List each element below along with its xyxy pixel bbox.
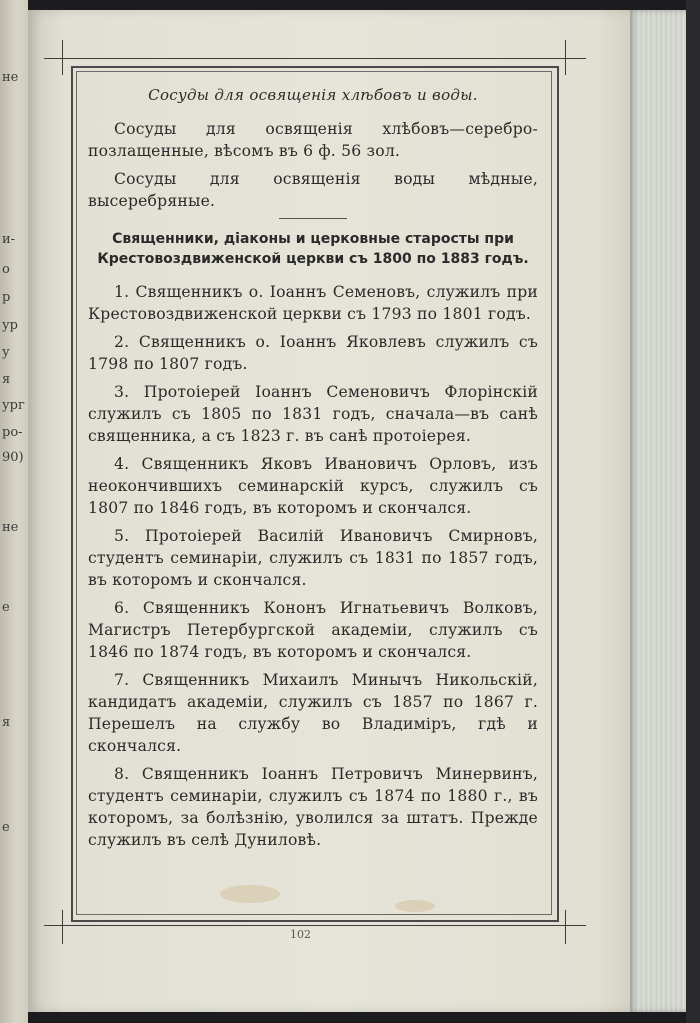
clergy-list-heading: Священники, діаконы и церковные старосты при Крестовоздвиженской церкви съ 1800 по 1883 годъ. bbox=[97, 231, 529, 267]
page-number: 102 bbox=[290, 928, 311, 941]
clergy-entry: 3. Протоіерей Іоаннъ Семеновичъ Флорінскій служилъ съ 1805 по 1831 годъ, сначала—въ санѣ священника, а съ 1823 г. въ санѣ протоіерея. bbox=[88, 383, 538, 445]
facing-page-fragment: и- bbox=[2, 232, 16, 247]
facing-page-fragment: р bbox=[2, 290, 11, 305]
corner-rule bbox=[565, 40, 566, 75]
facing-page-fragment: не bbox=[2, 70, 19, 85]
facing-page-fragment: е bbox=[2, 600, 10, 615]
facing-page-edge bbox=[0, 0, 28, 1023]
facing-page-fragment: о bbox=[2, 262, 10, 277]
clergy-entry: 4. Священникъ Яковъ Ивановичъ Орловъ, изъ неокончившихъ семинарскій курсъ, служилъ съ 1807 по 1846 годъ, въ которомъ и скончался. bbox=[88, 455, 538, 517]
section-title: Сосуды для освященія хлѣбовъ и воды. bbox=[148, 86, 478, 104]
book-cover-edge bbox=[686, 0, 700, 1023]
clergy-entry: 8. Священникъ Іоаннъ Петровичъ Минервинъ, студентъ семинаріи, служилъ съ 1874 по 1880 г., въ которомъ, за болѣзнію, уволился за штатъ. Прежде служилъ въ селѣ Дуниловѣ. bbox=[88, 765, 538, 849]
clergy-entry: 5. Протоіерей Василій Ивановичъ Смирновъ, студентъ семинаріи, служилъ съ 1831 по 1857 годъ, въ которомъ и скончался. bbox=[88, 527, 538, 589]
facing-page-fragment: не bbox=[2, 520, 19, 535]
clergy-entry: 1. Священникъ о. Іоаннъ Семеновъ, служилъ при Крестовоздвиженской церкви съ 1793 по 1801 годъ. bbox=[88, 283, 538, 323]
facing-page-fragment: у bbox=[2, 345, 10, 360]
page-content bbox=[88, 86, 538, 857]
facing-page-fragment: 90) bbox=[2, 450, 24, 465]
facing-page-fragment: я bbox=[2, 372, 11, 387]
facing-page-fragment: ург bbox=[2, 398, 25, 413]
bottom-rule bbox=[44, 925, 586, 926]
clergy-entry: 6. Священникъ Кононъ Игнатьевичъ Волковъ, Магистръ Петербургской академіи, служилъ съ 1846 по 1874 годъ, въ которомъ и скончался. bbox=[88, 599, 538, 661]
corner-rule bbox=[62, 40, 63, 75]
clergy-entry: 2. Священникъ о. Іоаннъ Яковлевъ служилъ съ 1798 по 1807 годъ. bbox=[88, 333, 538, 373]
paragraph: Сосуды для освященія воды мѣдные, высеребряные. bbox=[88, 170, 538, 210]
facing-page-fragment: ро- bbox=[2, 425, 23, 440]
top-rule bbox=[44, 58, 586, 59]
page-block-edge bbox=[630, 10, 688, 1012]
clergy-entry: 7. Священникъ Михаилъ Минычъ Никольскій, кандидатъ академіи, служилъ съ 1857 по 1867 г. Перешелъ на службу во Владиміръ, гдѣ и скончался. bbox=[88, 671, 538, 755]
divider-line bbox=[279, 218, 347, 219]
facing-page-fragment: е bbox=[2, 820, 10, 835]
corner-rule bbox=[565, 910, 566, 944]
corner-rule bbox=[62, 910, 63, 944]
paper-stain bbox=[220, 885, 280, 903]
facing-page-fragment: ур bbox=[2, 318, 18, 333]
paper-stain bbox=[395, 900, 435, 912]
facing-page-fragment: я bbox=[2, 715, 11, 730]
paragraph: Сосуды для освященія хлѣбовъ—серебро-позлащенные, вѣсомъ въ 6 ф. 56 зол. bbox=[88, 120, 538, 160]
